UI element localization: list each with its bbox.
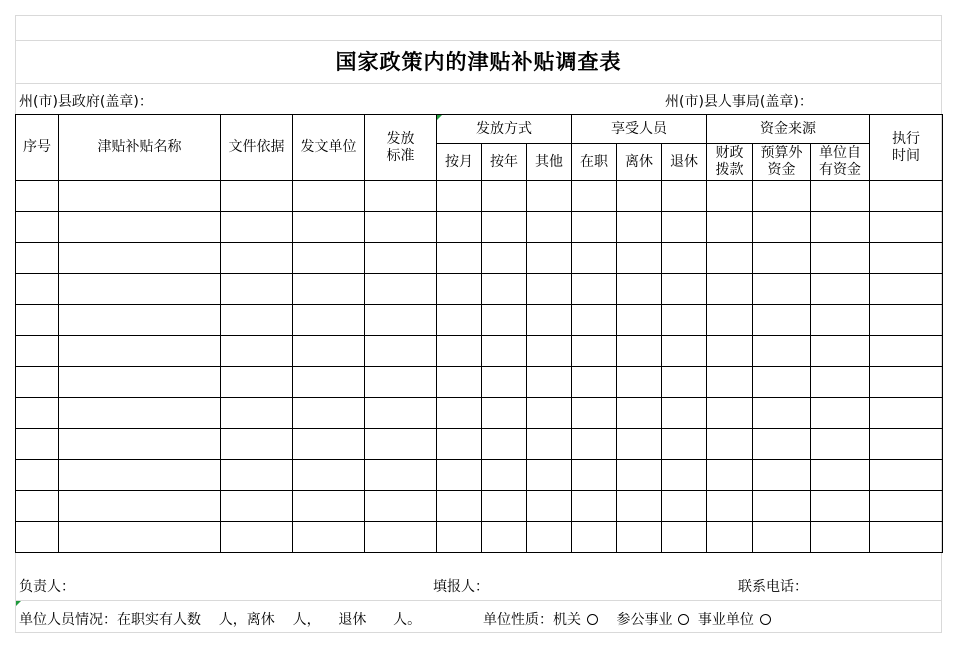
table-cell[interactable] xyxy=(572,274,617,305)
contact-phone-label: 联系电话： xyxy=(738,579,808,595)
table-row xyxy=(16,305,943,336)
table-cell[interactable] xyxy=(221,274,293,305)
header-method-monthly: 按月 xyxy=(437,144,482,181)
table-cell[interactable] xyxy=(811,243,870,274)
table-cell[interactable] xyxy=(437,181,482,212)
table-cell[interactable] xyxy=(662,429,707,460)
header-recipients: 享受人员 xyxy=(572,115,707,144)
table-cell[interactable] xyxy=(365,274,437,305)
table-cell[interactable] xyxy=(365,460,437,491)
header-execution-time xyxy=(870,115,943,181)
table-cell[interactable] xyxy=(811,305,870,336)
option-institution-radio[interactable] xyxy=(760,614,771,625)
table-cell[interactable] xyxy=(662,305,707,336)
table-cell[interactable] xyxy=(293,181,365,212)
table-cell[interactable] xyxy=(753,212,811,243)
table-cell[interactable] xyxy=(221,212,293,243)
header-funding-fiscal-text: 财政拨款 xyxy=(715,145,744,178)
table-cell[interactable] xyxy=(16,274,59,305)
table-cell[interactable] xyxy=(572,305,617,336)
table-cell[interactable] xyxy=(811,274,870,305)
table-cell[interactable] xyxy=(59,181,221,212)
table-cell[interactable] xyxy=(527,491,572,522)
table-cell[interactable] xyxy=(870,305,943,336)
table-cell[interactable] xyxy=(437,274,482,305)
table-cell[interactable] xyxy=(16,398,59,429)
table-row xyxy=(16,460,943,491)
table-cell[interactable] xyxy=(221,305,293,336)
table-cell[interactable] xyxy=(707,243,753,274)
header-document-basis: 文件依据 xyxy=(221,115,293,181)
table-cell[interactable] xyxy=(293,336,365,367)
table-row xyxy=(16,181,943,212)
header-funding-fiscal xyxy=(707,144,753,181)
table-cell[interactable] xyxy=(365,305,437,336)
table-cell[interactable] xyxy=(811,181,870,212)
table-cell[interactable] xyxy=(527,212,572,243)
table-cell[interactable] xyxy=(617,367,662,398)
table-cell[interactable] xyxy=(617,243,662,274)
table-row xyxy=(16,398,943,429)
filler-label: 填报人： xyxy=(433,579,489,595)
table-cell[interactable] xyxy=(16,367,59,398)
table-cell[interactable] xyxy=(221,398,293,429)
table-row xyxy=(16,522,943,553)
table-cell[interactable] xyxy=(662,522,707,553)
table-cell[interactable] xyxy=(437,522,482,553)
table-cell[interactable] xyxy=(59,522,221,553)
table-cell[interactable] xyxy=(365,522,437,553)
table-cell[interactable] xyxy=(617,522,662,553)
sheet-gridline xyxy=(15,15,942,16)
table-cell[interactable] xyxy=(870,212,943,243)
table-cell[interactable] xyxy=(662,460,707,491)
table-cell[interactable] xyxy=(221,367,293,398)
table-cell[interactable] xyxy=(16,243,59,274)
option-civil-service-institution-radio[interactable] xyxy=(678,614,689,625)
table-cell[interactable] xyxy=(811,522,870,553)
header-subsidy-name: 津贴补贴名称 xyxy=(59,115,221,181)
table-cell[interactable] xyxy=(59,243,221,274)
table-cell[interactable] xyxy=(59,491,221,522)
unit-nature-label: 单位性质： xyxy=(483,612,553,628)
table-cell[interactable] xyxy=(662,212,707,243)
table-cell[interactable] xyxy=(707,212,753,243)
table-cell[interactable] xyxy=(572,491,617,522)
header-execution-time-text: 执行时间 xyxy=(892,130,920,164)
cell-comment-marker xyxy=(16,601,21,606)
table-cell[interactable] xyxy=(572,367,617,398)
table-cell[interactable] xyxy=(437,491,482,522)
header-payment-standard xyxy=(365,115,437,181)
table-cell[interactable] xyxy=(662,274,707,305)
table-cell[interactable] xyxy=(16,522,59,553)
table-cell[interactable] xyxy=(482,522,527,553)
table-cell[interactable] xyxy=(662,367,707,398)
table-cell[interactable] xyxy=(437,429,482,460)
header-method-other: 其他 xyxy=(527,144,572,181)
table-cell[interactable] xyxy=(59,336,221,367)
table-cell[interactable] xyxy=(617,212,662,243)
table-cell[interactable] xyxy=(293,367,365,398)
table-cell[interactable] xyxy=(293,460,365,491)
table-cell[interactable] xyxy=(365,367,437,398)
table-row xyxy=(16,367,943,398)
table-cell[interactable] xyxy=(617,336,662,367)
table-cell[interactable] xyxy=(572,460,617,491)
table-cell[interactable] xyxy=(617,181,662,212)
cell-comment-marker xyxy=(437,115,442,120)
table-cell[interactable] xyxy=(293,491,365,522)
table-cell[interactable] xyxy=(293,243,365,274)
table-cell[interactable] xyxy=(662,491,707,522)
table-cell[interactable] xyxy=(482,460,527,491)
table-cell[interactable] xyxy=(482,336,527,367)
table-cell[interactable] xyxy=(527,522,572,553)
table-cell[interactable] xyxy=(437,243,482,274)
table-cell[interactable] xyxy=(482,367,527,398)
table-cell[interactable] xyxy=(482,243,527,274)
option-organ-label: 机关 xyxy=(553,612,581,628)
table-cell[interactable] xyxy=(753,336,811,367)
table-cell[interactable] xyxy=(59,305,221,336)
header-recipient-retired: 退休 xyxy=(662,144,707,181)
table-cell[interactable] xyxy=(617,398,662,429)
table-cell[interactable] xyxy=(527,181,572,212)
table-body xyxy=(16,181,943,553)
table-cell[interactable] xyxy=(365,336,437,367)
form-title: 国家政策内的津贴补贴调查表 xyxy=(335,49,622,74)
table-cell[interactable] xyxy=(59,429,221,460)
table-cell[interactable] xyxy=(707,460,753,491)
table-cell[interactable] xyxy=(221,491,293,522)
table-cell[interactable] xyxy=(753,181,811,212)
responsible-person-label: 负责人： xyxy=(19,579,75,595)
table-cell[interactable] xyxy=(293,305,365,336)
header-payment-method: 发放方式 xyxy=(437,115,572,144)
table-cell[interactable] xyxy=(753,491,811,522)
table-cell[interactable] xyxy=(572,243,617,274)
unit-nature-row xyxy=(483,609,771,629)
table-cell[interactable] xyxy=(527,336,572,367)
table-cell[interactable] xyxy=(365,243,437,274)
header-funding-extrabudget-text: 预算外资金 xyxy=(760,145,803,178)
county-government-seal-label: 州(市)县政府(盖章)： xyxy=(19,94,153,110)
table-cell[interactable] xyxy=(753,398,811,429)
header-method-yearly: 按年 xyxy=(482,144,527,181)
table-cell[interactable] xyxy=(365,429,437,460)
table-cell[interactable] xyxy=(707,522,753,553)
table-cell[interactable] xyxy=(707,181,753,212)
table-cell[interactable] xyxy=(753,522,811,553)
table-cell[interactable] xyxy=(617,460,662,491)
table-cell[interactable] xyxy=(707,336,753,367)
table-cell[interactable] xyxy=(617,274,662,305)
table-cell[interactable] xyxy=(870,181,943,212)
table-row xyxy=(16,212,943,243)
table-cell[interactable] xyxy=(482,212,527,243)
table-cell[interactable] xyxy=(59,367,221,398)
header-funding-own-text: 单位自有资金 xyxy=(819,145,861,178)
subsidy-survey-table xyxy=(15,114,943,553)
table-cell[interactable] xyxy=(293,522,365,553)
table-cell[interactable] xyxy=(707,305,753,336)
table-cell[interactable] xyxy=(662,181,707,212)
table-cell[interactable] xyxy=(221,336,293,367)
table-cell[interactable] xyxy=(811,491,870,522)
option-organ-radio[interactable] xyxy=(587,614,598,625)
table-cell[interactable] xyxy=(527,274,572,305)
table-cell[interactable] xyxy=(707,429,753,460)
table-cell[interactable] xyxy=(572,181,617,212)
table-cell[interactable] xyxy=(753,305,811,336)
table-cell[interactable] xyxy=(482,305,527,336)
header-recipient-active: 在职 xyxy=(572,144,617,181)
table-cell[interactable] xyxy=(662,398,707,429)
table-row xyxy=(16,491,943,522)
table-cell[interactable] xyxy=(16,491,59,522)
table-cell[interactable] xyxy=(617,305,662,336)
table-cell[interactable] xyxy=(437,212,482,243)
table-cell[interactable] xyxy=(811,336,870,367)
table-cell[interactable] xyxy=(482,429,527,460)
table-cell[interactable] xyxy=(437,305,482,336)
table-cell[interactable] xyxy=(293,212,365,243)
table-cell[interactable] xyxy=(293,398,365,429)
table-row xyxy=(16,429,943,460)
table-cell[interactable] xyxy=(221,243,293,274)
table-cell[interactable] xyxy=(437,336,482,367)
table-cell[interactable] xyxy=(870,243,943,274)
table-cell[interactable] xyxy=(59,212,221,243)
table-cell[interactable] xyxy=(753,460,811,491)
table-cell[interactable] xyxy=(16,336,59,367)
table-cell[interactable] xyxy=(527,398,572,429)
table-cell[interactable] xyxy=(16,460,59,491)
table-cell[interactable] xyxy=(707,274,753,305)
option-institution-label: 事业单位 xyxy=(697,612,754,628)
table-cell[interactable] xyxy=(437,398,482,429)
table-cell[interactable] xyxy=(870,336,943,367)
table-cell[interactable] xyxy=(662,243,707,274)
table-cell[interactable] xyxy=(16,429,59,460)
table-cell[interactable] xyxy=(662,336,707,367)
table-row xyxy=(16,336,943,367)
table-cell[interactable] xyxy=(572,522,617,553)
table-cell[interactable] xyxy=(870,429,943,460)
table-cell[interactable] xyxy=(707,491,753,522)
header-seq: 序号 xyxy=(16,115,59,181)
table-cell[interactable] xyxy=(437,460,482,491)
header-recipient-lixiu: 离休 xyxy=(617,144,662,181)
table-cell[interactable] xyxy=(617,429,662,460)
table-cell[interactable] xyxy=(811,212,870,243)
table-cell[interactable] xyxy=(59,274,221,305)
table-cell[interactable] xyxy=(59,398,221,429)
table-cell[interactable] xyxy=(870,460,943,491)
table-cell[interactable] xyxy=(527,243,572,274)
table-cell[interactable] xyxy=(221,181,293,212)
header-funding-extrabudget xyxy=(753,144,811,181)
table-cell[interactable] xyxy=(870,274,943,305)
table-cell[interactable] xyxy=(753,243,811,274)
table-cell[interactable] xyxy=(221,429,293,460)
personnel-bureau-seal-label: 州(市)县人事局(盖章)： xyxy=(665,94,813,110)
staff-info-text: 单位人员情况：在职实有人数 人，离休 人， 退休 人。 xyxy=(19,612,422,628)
table-cell[interactable] xyxy=(293,274,365,305)
table-cell[interactable] xyxy=(870,522,943,553)
table-cell[interactable] xyxy=(437,367,482,398)
table-cell[interactable] xyxy=(16,305,59,336)
table-cell[interactable] xyxy=(870,367,943,398)
table-cell[interactable] xyxy=(753,429,811,460)
table-cell[interactable] xyxy=(572,336,617,367)
sheet-gridline xyxy=(15,83,942,84)
table-cell[interactable] xyxy=(293,429,365,460)
table-cell[interactable] xyxy=(482,274,527,305)
table-cell[interactable] xyxy=(527,429,572,460)
table-row xyxy=(16,274,943,305)
table-cell[interactable] xyxy=(482,491,527,522)
table-cell[interactable] xyxy=(811,367,870,398)
table-cell[interactable] xyxy=(221,460,293,491)
header-payment-standard-text: 发放标准 xyxy=(386,130,415,164)
table-cell[interactable] xyxy=(221,522,293,553)
table-cell[interactable] xyxy=(527,305,572,336)
table-cell[interactable] xyxy=(365,398,437,429)
table-cell[interactable] xyxy=(617,491,662,522)
table-cell[interactable] xyxy=(753,274,811,305)
option-civil-service-institution-label: 参公事业 xyxy=(616,612,673,628)
table-cell[interactable] xyxy=(870,491,943,522)
table-cell[interactable] xyxy=(811,398,870,429)
table-cell[interactable] xyxy=(365,491,437,522)
table-cell[interactable] xyxy=(753,367,811,398)
table-cell[interactable] xyxy=(482,398,527,429)
table-cell[interactable] xyxy=(811,460,870,491)
header-funding-source: 资金来源 xyxy=(707,115,870,144)
table-cell[interactable] xyxy=(16,212,59,243)
table-cell[interactable] xyxy=(16,181,59,212)
header-funding-own xyxy=(811,144,870,181)
table-cell[interactable] xyxy=(707,398,753,429)
table-row xyxy=(16,243,943,274)
sheet-gridline xyxy=(15,632,942,633)
table-cell[interactable] xyxy=(527,460,572,491)
table-cell[interactable] xyxy=(365,181,437,212)
table-cell[interactable] xyxy=(811,429,870,460)
table-cell[interactable] xyxy=(482,181,527,212)
sheet-gridline xyxy=(15,600,942,601)
table-cell[interactable] xyxy=(365,212,437,243)
table-cell[interactable] xyxy=(527,367,572,398)
table-cell[interactable] xyxy=(707,367,753,398)
header-issuing-unit: 发文单位 xyxy=(293,115,365,181)
sheet-gridline xyxy=(15,40,942,41)
table-cell[interactable] xyxy=(870,398,943,429)
table-cell[interactable] xyxy=(572,398,617,429)
table-cell[interactable] xyxy=(572,429,617,460)
table-cell[interactable] xyxy=(59,460,221,491)
table-cell[interactable] xyxy=(572,212,617,243)
